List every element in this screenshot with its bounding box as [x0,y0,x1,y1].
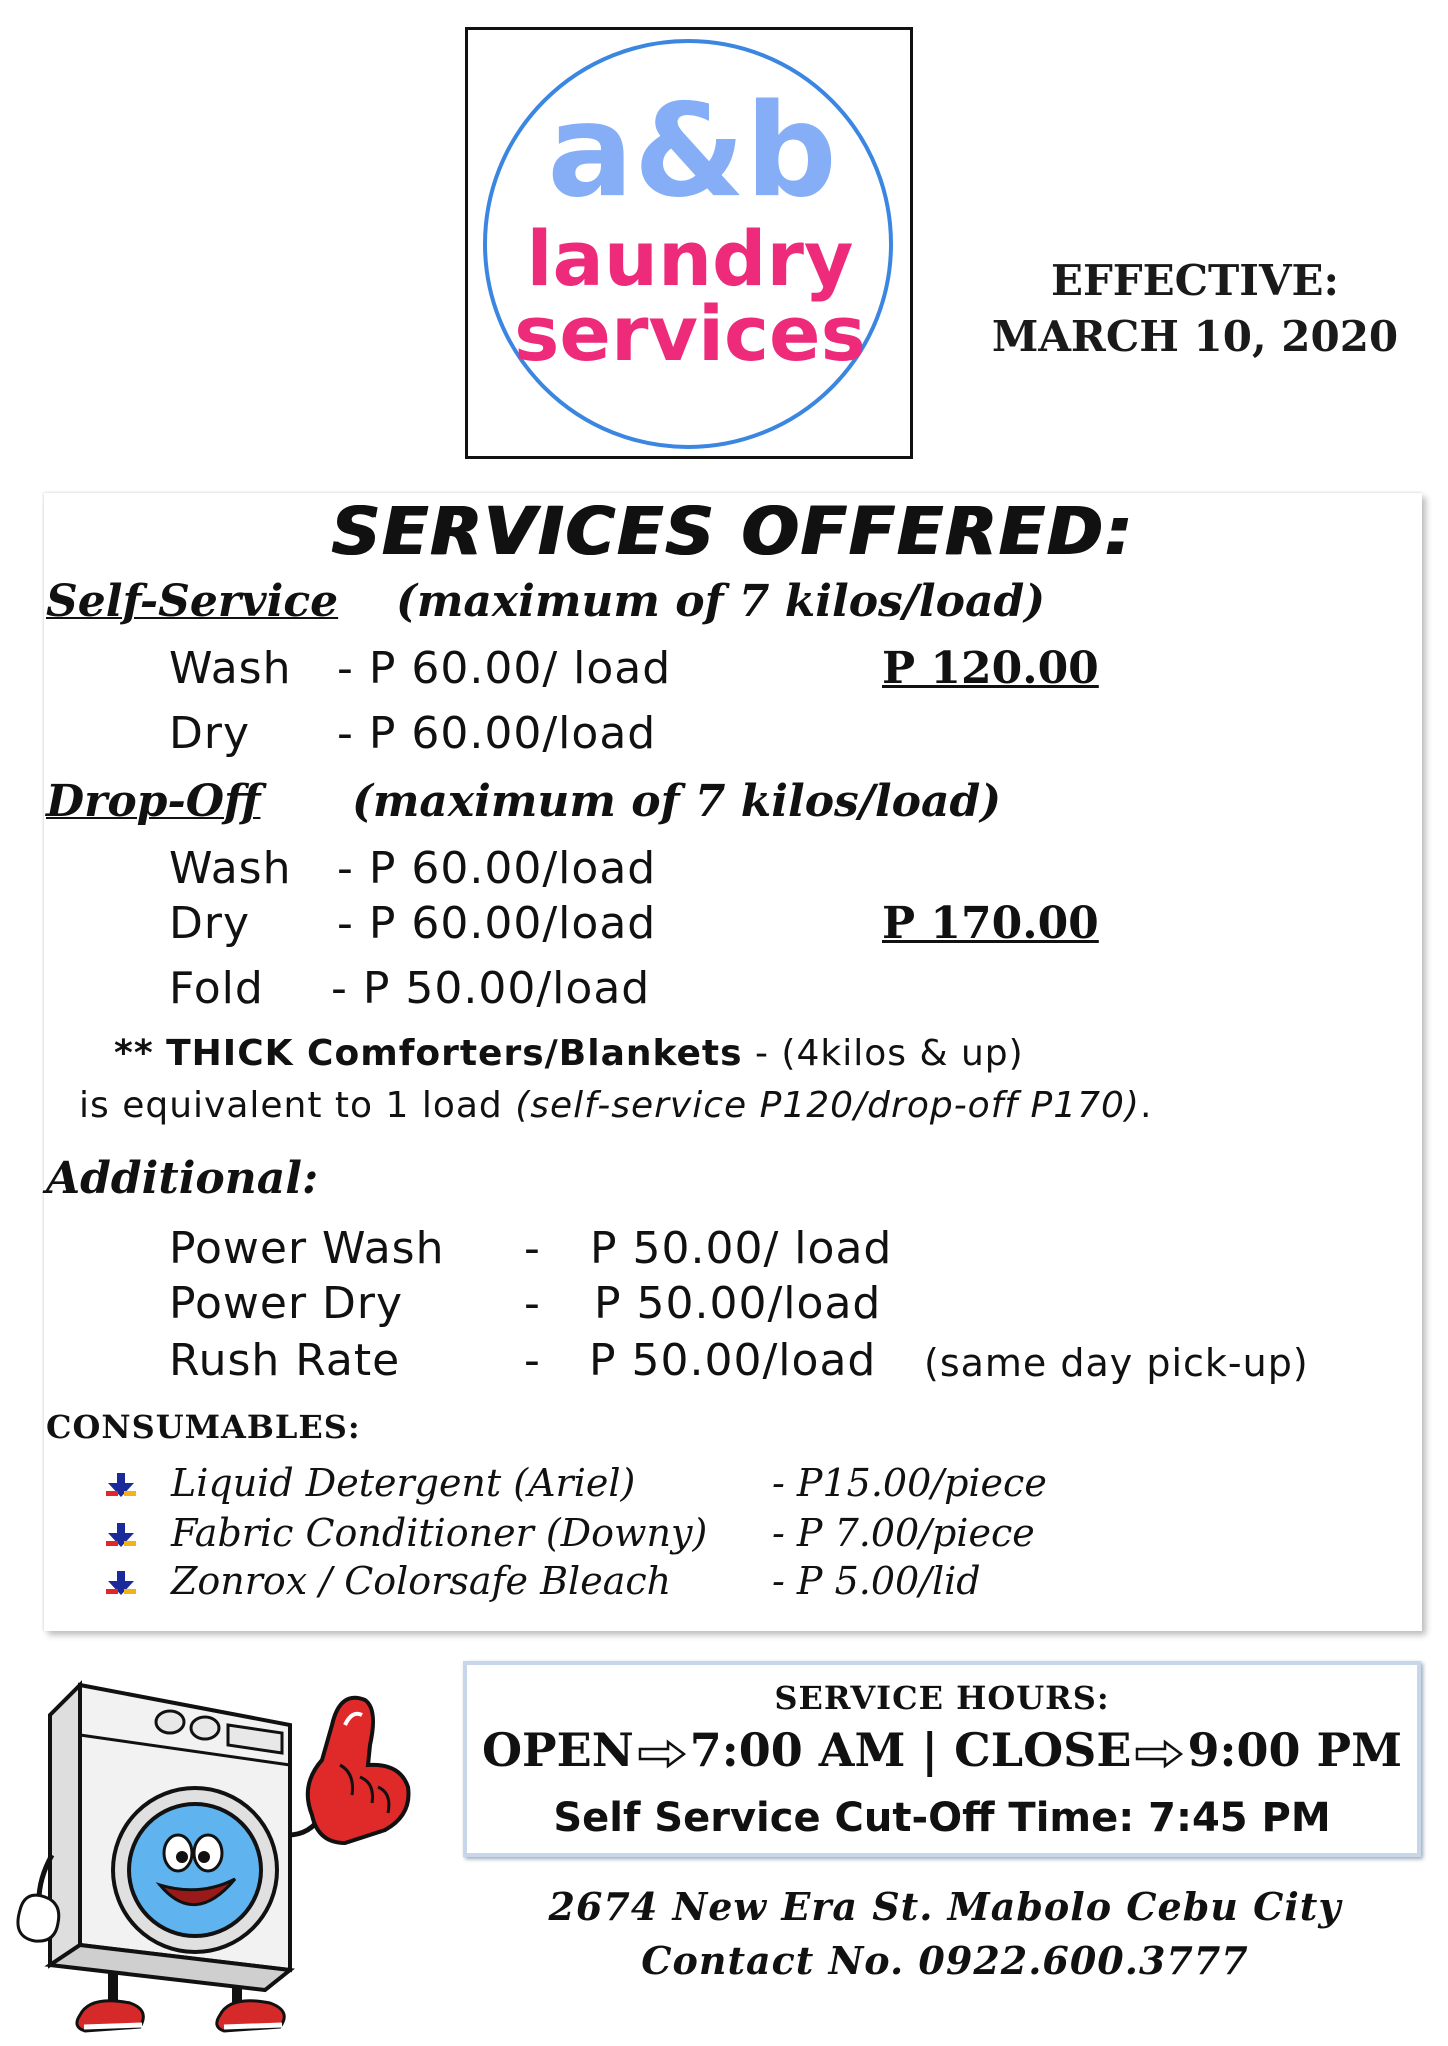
outline-right-arrow-icon [1135,1739,1183,1769]
consumable-2-price: - P 7.00/piece [772,1511,1035,1555]
self-wash-name: Wash [169,643,292,694]
self-service-heading: Self-Service [46,576,339,627]
comforter-bold: THICK Comforters/Blankets [166,1033,743,1074]
services-title: SERVICES OFFERED: [331,493,1135,570]
power-dry-dash: - [524,1278,541,1329]
open-time: 7:00 AM [689,1723,906,1777]
logo-line2: services [514,289,866,378]
self-dry-price: - P 60.00/load [337,708,657,759]
rush-rate-price: P 50.00/load [589,1335,877,1386]
power-dry-price: P 50.00/load [594,1278,882,1329]
drop-dry-name: Dry [169,898,251,949]
arrow-down-bullet-icon [106,1569,136,1604]
drop-off-total: P 170.00 [882,898,1099,949]
additional-heading: Additional: [46,1153,319,1204]
contact-block [470,1880,1420,1988]
address: 2674 New Era St. Mabolo Cebu City [548,1884,1342,1929]
drop-wash-price: - P 60.00/load [337,843,657,894]
logo [465,27,913,459]
logo-graphic [468,30,910,456]
consumable-3-name: Zonrox / Colorsafe Bleach [171,1559,672,1603]
outline-right-arrow-icon [638,1739,686,1769]
self-service-total: P 120.00 [882,643,1099,694]
self-service-cutoff: Self Service Cut-Off Time: 7:45 PM [553,1795,1331,1841]
hours-line [467,1723,1417,1777]
washing-machine-mascot [0,1665,440,2046]
close-time: 9:00 PM [1187,1723,1402,1777]
power-dry-name: Power Dry [169,1278,404,1329]
comforter-stars: ** [114,1033,154,1074]
effective-date-block [960,253,1430,365]
drop-wash-name: Wash [169,843,292,894]
comforter-period: . [1139,1085,1153,1126]
consumable-3-price: - P 5.00/lid [772,1559,981,1603]
service-hours-title: SERVICE HOURS: [774,1679,1110,1717]
self-dry-name: Dry [169,708,251,759]
power-wash-name: Power Wash [169,1223,445,1274]
effective-label: EFFECTIVE: [1050,256,1340,305]
comforter-weight: - (4kilos & up) [755,1033,1024,1074]
effective-date: MARCH 10, 2020 [991,312,1399,361]
consumables-heading: CONSUMABLES: [46,1408,361,1446]
consumable-2-name: Fabric Conditioner (Downy) [171,1511,708,1555]
rush-rate-note: (same day pick-up) [924,1341,1309,1385]
rush-rate-name: Rush Rate [169,1335,401,1386]
services-panel [44,493,1422,1631]
drop-fold-price: - P 50.00/load [331,963,651,1014]
power-wash-dash: - [524,1223,541,1274]
service-hours-box [463,1661,1421,1857]
rush-rate-dash: - [524,1335,541,1386]
arrow-down-bullet-icon [106,1471,136,1506]
open-label: OPEN [481,1723,634,1777]
comforter-prices: (self-service P120/drop-off P170) [515,1085,1140,1126]
comforter-note-line2 [79,1085,1152,1126]
drop-off-note: (maximum of 7 kilos/load) [352,776,1002,827]
drop-fold-name: Fold [169,963,264,1014]
logo-line1: laundry [526,214,854,303]
contact-number: Contact No. 0922.600.3777 [641,1938,1249,1983]
self-service-note: (maximum of 7 kilos/load) [396,576,1046,627]
logo-brand: a&b [547,77,837,226]
consumable-1-name: Liquid Detergent (Ariel) [171,1461,636,1505]
hours-separator: | [921,1723,939,1777]
drop-off-heading: Drop-Off [46,776,261,827]
arrow-down-bullet-icon [106,1521,136,1556]
comforter-note-line1 [114,1033,1024,1074]
comforter-equivalent: is equivalent to 1 load [79,1085,503,1126]
power-wash-price: P 50.00/ load [590,1223,893,1274]
self-wash-price: - P 60.00/ load [337,643,672,694]
consumable-1-price: - P15.00/piece [772,1461,1047,1505]
close-label: CLOSE [954,1723,1132,1777]
drop-dry-price: - P 60.00/load [337,898,657,949]
